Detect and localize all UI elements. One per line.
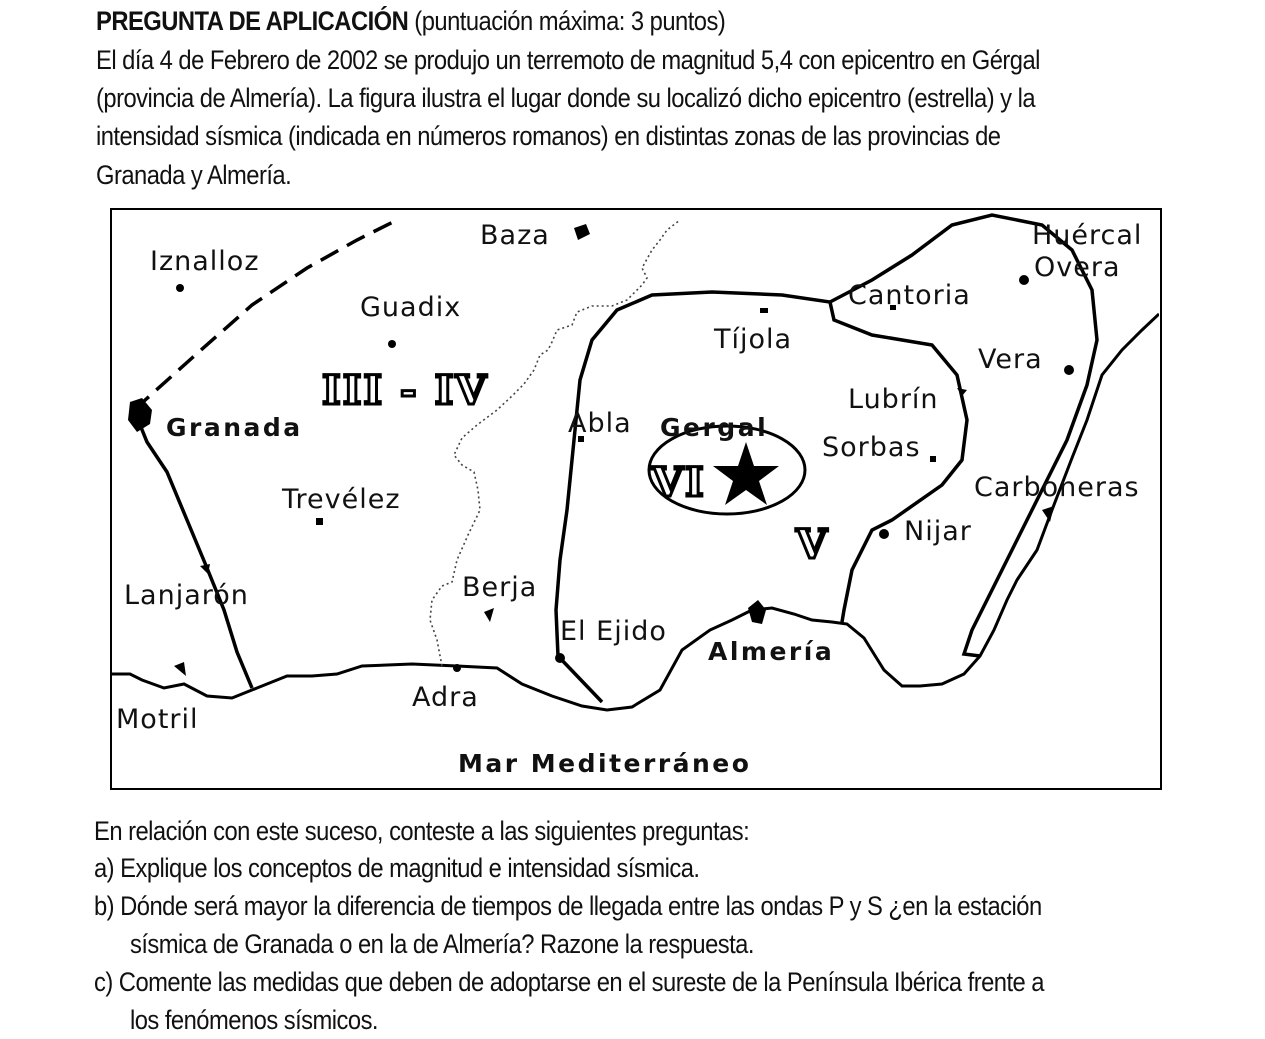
motril-marker [174,662,186,676]
question-b-line-2: sísmica de Granada o en la de Almería? Razone la respuesta. [130,929,754,959]
intensity-label-outer: III - IV [322,367,489,414]
intro-line-3: intensidad sísmica (indicada en números romanos) en distintas zonas de las provincias de [96,121,1001,151]
question-title-score: (puntuación máxima: 3 puntos) [408,6,726,36]
seismic-intensity-map [110,208,1162,790]
iznalloz-marker [176,284,184,292]
label-el-ejido: El Ejido [560,616,667,647]
question-title-bold: PREGUNTA DE APLICACIÓN [96,6,409,36]
guadix-marker [388,340,396,348]
label-almeria: Almería [708,637,835,666]
label-lubrin: Lubrín [848,384,939,415]
label-huercal: Huércal [1032,220,1143,251]
question-c-line-2: los fenómenos sísmicos. [130,1005,379,1035]
label-overa: Overa [1034,252,1121,283]
label-adra: Adra [412,682,479,713]
label-tijola: Tíjola [714,324,793,355]
label-baza: Baza [480,220,550,251]
nijar-marker [879,529,889,539]
label-gergal: Gergal [660,413,769,442]
trevelez-marker [316,518,323,525]
lubrin-marker [957,388,967,396]
vera-marker [1064,365,1074,375]
almeria-marker [748,600,766,624]
label-vera: Vera [978,344,1043,375]
baza-marker [574,224,590,240]
label-motril: Motril [116,704,199,735]
map-drawing [112,210,1159,787]
intensity-label-inner: VI [652,459,706,506]
huercal-overa-marker [1019,275,1029,285]
label-granada: Granada [166,413,303,442]
intensity-label-middle: V [796,521,830,568]
label-lanjaron: Lanjarón [124,580,249,611]
label-cantoria: Cantoria [848,280,971,311]
label-trevelez: Trevélez [282,484,401,515]
sorbas-marker [930,456,936,462]
question-c-line-1: c) Comente las medidas que deben de adoptarse en el sureste de la Península Ibérica frente a [94,967,1044,997]
el-ejido-marker [555,653,565,663]
label-sorbas: Sorbas [822,432,921,463]
label-abla: Abla [568,408,632,439]
question-b-line-1: b) Dónde será mayor la diferencia de tiempos de llegada entre las ondas P y S ¿en la estación [94,891,1042,921]
label-iznalloz: Iznalloz [150,246,260,277]
star-icon [713,442,779,505]
label-guadix: Guadix [360,292,462,323]
label-berja: Berja [462,572,538,603]
questions-lead: En relación con este suceso, conteste a las siguientes preguntas: [94,816,750,846]
berja-marker [484,608,494,622]
tijola-marker [760,308,768,313]
label-carboneras: Carboneras [974,472,1140,503]
label-nijar: Nijar [904,516,972,547]
question-title [96,2,725,40]
intensity-boundary-v-outer [558,656,602,702]
intro-line-1: El día 4 de Febrero de 2002 se produjo un terremoto de magnitud 5,4 con epicentro en Gérgal [96,45,1040,75]
intro-line-4: Granada y Almería. [96,160,292,190]
question-a: a) Explique los conceptos de magnitud e intensidad sísmica. [94,853,700,883]
adra-marker [453,664,461,672]
granada-marker [128,398,152,432]
label-sea: Mar Mediterráneo [458,749,752,778]
intensity-boundary-iii-iv [134,410,252,688]
intro-line-2: (provincia de Almería). La figura ilustra el lugar donde su localizó dicho epicentro (estrella) y la [96,83,1036,113]
